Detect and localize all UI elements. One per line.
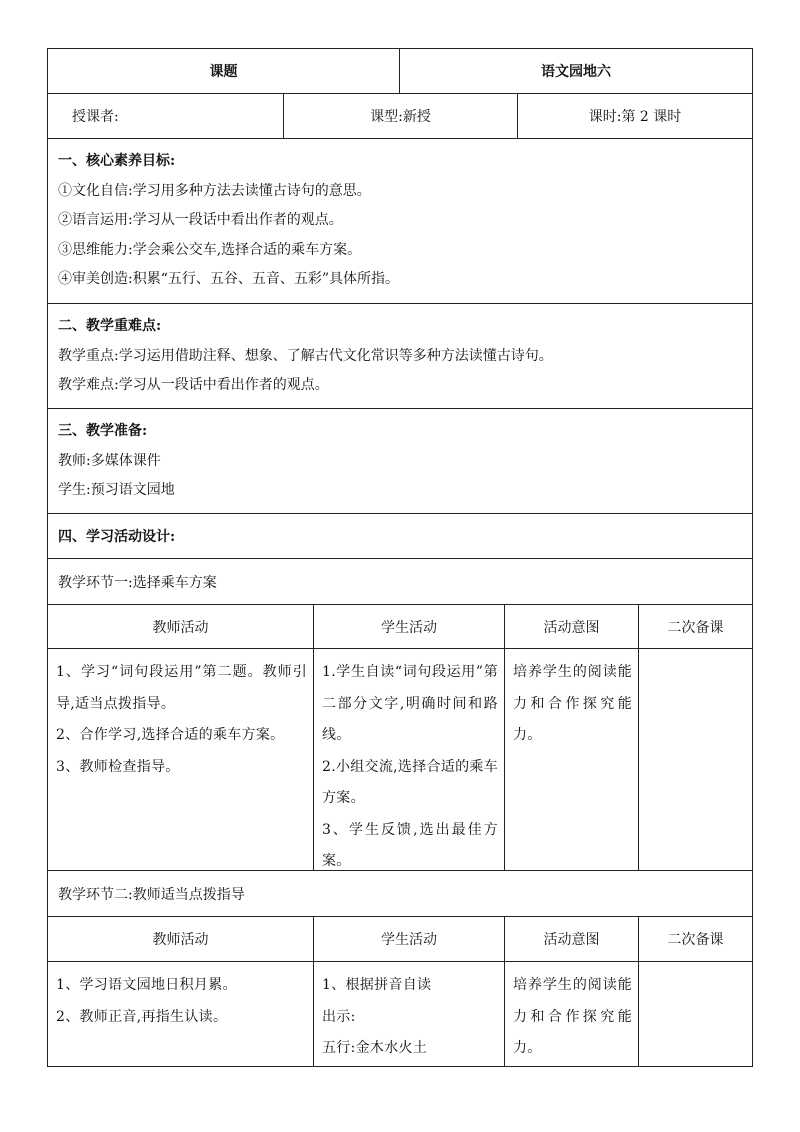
topic-label: 课题 [48,49,400,93]
lesson-type: 课型:新授 [284,94,518,138]
stage-content-row [48,962,752,1067]
stage-title: 教学环节二:教师适当点拨指导 [58,886,245,903]
column-header-intent: 活动意图 [505,605,639,648]
goal-item: ①文化自信:学习用多种方法去读懂古诗句的意思。 [58,182,371,199]
activity-design-heading-row [48,514,752,559]
column-header-row [48,605,752,649]
goal-item: ④审美创造:积累“五行、五谷、五音、五彩”具体所指。 [58,271,400,287]
stage-content-row [48,649,752,871]
intent-item: 培养学生的阅读能力和合作探究能力。 [513,977,632,1056]
student-activity-cell [314,649,505,870]
goal-item: ③思维能力:学会乘公交车,选择合适的乘车方案。 [58,241,362,258]
column-header-teacher: 教师活动 [48,917,314,961]
stage-title-row [48,559,752,605]
teacher-activity-item: 2、教师正音,再指生认读。 [56,1008,228,1025]
section-heading: 二、教学重难点: [58,318,162,334]
key-point-item: 教学重点:学习运用借助注释、想象、了解古代文化常识等多种方法读懂古诗句。 [58,347,553,364]
student-activity-item: 1、根据拼音自读 [322,977,432,993]
column-header-student: 学生活动 [314,917,505,961]
stage-title: 教学环节一:选择乘车方案 [58,574,217,591]
info-row [48,94,752,139]
student-activity-item: 1.学生自读“词句段运用”第二部分文字,明确时间和路线。 [322,664,498,743]
intent-cell [505,962,639,1066]
lesson-plan-table [47,48,753,1067]
lesson-hours: 课时:第 2 课时 [588,109,682,125]
goal-item: ②语言运用:学习从一段话中看出作者的观点。 [58,212,343,228]
second-prep-cell [639,962,752,1066]
topic-row [48,48,752,94]
column-header-row [48,917,752,962]
teacher-activity-cell [48,962,314,1066]
topic-value: 语文园地六 [541,64,611,80]
student-activity-item: 3、学生反馈,选出最佳方案。 [322,821,498,869]
column-header-second: 二次备课 [667,619,724,636]
teacher-activity-item: 1、学习语文园地日积月累。 [56,977,237,993]
teacher-activity-item: 3、教师检查指导。 [56,758,180,775]
section-heading: 四、学习活动设计: [58,529,176,545]
preparation-item: 学生:预习语文园地 [58,482,175,498]
teacher-activity-item: 1、学习“词句段运用”第二题。教师引导,适当点拨指导。 [56,664,307,712]
teacher-label: 授课者: [48,94,284,138]
stage-title-row [48,871,752,917]
student-activity-item: 五行:金木水火土 [322,1040,428,1056]
intent-item: 培养学生的阅读能力和合作探究能力。 [513,664,632,743]
section-heading: 一、核心素养目标: [58,153,176,169]
intent-cell [505,649,639,870]
core-goals-section [48,139,752,304]
second-prep-cell [639,649,752,870]
preparation-item: 教师:多媒体课件 [58,452,161,469]
teacher-activity-item: 2、合作学习,选择合适的乘车方案。 [56,727,285,743]
student-activity-item: 出示: [322,1008,356,1025]
teacher-activity-cell [48,649,314,870]
preparation-section [48,409,752,514]
section-heading: 三、教学准备: [58,423,148,439]
key-points-section [48,304,752,409]
key-point-item: 教学难点:学习从一段话中看出作者的观点。 [58,377,329,393]
student-activity-item: 2.小组交流,选择合适的乘车方案。 [322,758,499,806]
column-header-student: 学生活动 [314,605,505,648]
column-header-second: 二次备课 [667,932,724,948]
column-header-teacher: 教师活动 [48,605,314,648]
column-header-intent: 活动意图 [505,917,639,961]
student-activity-cell [314,962,505,1066]
